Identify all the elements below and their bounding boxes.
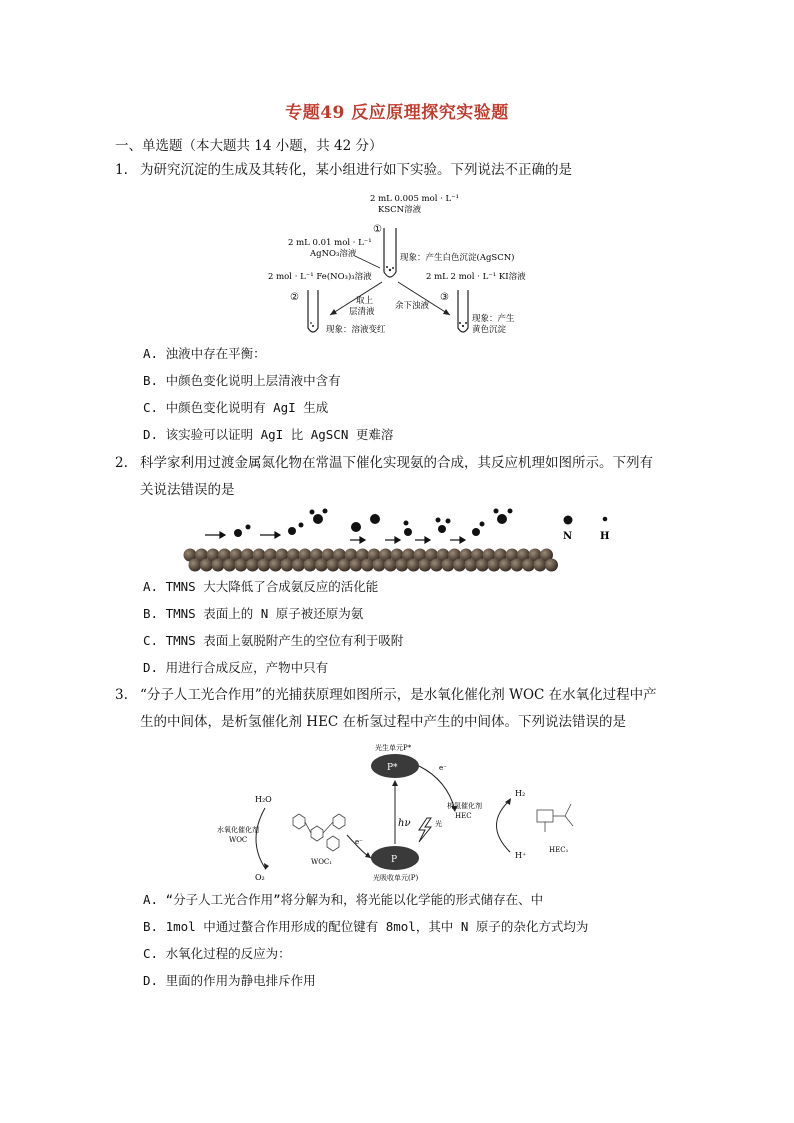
reagent-label: 2 mL 0.01 mol · L⁻¹ bbox=[288, 238, 372, 248]
step-label: 余下浊液 bbox=[395, 301, 430, 311]
catalyst-label: HEC bbox=[455, 812, 472, 820]
question-3 bbox=[115, 682, 695, 736]
catalyst-surface bbox=[184, 549, 559, 572]
photon-label: hν bbox=[398, 818, 411, 829]
intermediate-label: WOC₁ bbox=[311, 858, 333, 866]
option-a: A. “分子人工光合作用”将分解为和，将光能以化学能的形式储存在、中 bbox=[143, 892, 544, 907]
surface-atom bbox=[223, 559, 236, 572]
intermediate-label: HEC₁ bbox=[549, 846, 569, 854]
step-marker: ③ bbox=[440, 292, 449, 303]
option-c: C. 水氧化过程的反应为： bbox=[143, 946, 291, 961]
catalyst-label: 水氧化催化剂 bbox=[217, 826, 259, 834]
observation: 现象：产生白色沉淀(AgSCN) bbox=[400, 253, 515, 263]
option-b: B. TMNS 表面上的 N 原子被还原为氨 bbox=[143, 606, 364, 621]
surface-atom bbox=[200, 559, 213, 572]
reagent-label: KSCN溶液 bbox=[378, 205, 422, 215]
electron-label: e⁻ bbox=[355, 838, 363, 846]
legend-label: N bbox=[563, 531, 573, 542]
question-2 bbox=[115, 450, 695, 504]
surface-atom bbox=[488, 559, 501, 572]
surface-atom bbox=[189, 559, 202, 572]
surface-atom bbox=[453, 559, 466, 572]
unit-label: 光吸收单元(P) bbox=[373, 874, 419, 882]
catalyst-label: 析氢催化剂 bbox=[447, 802, 482, 810]
page-title: 专题49 反应原理探究实验题 bbox=[285, 103, 509, 123]
surface-atom bbox=[442, 559, 455, 572]
surface-atom bbox=[419, 559, 432, 572]
legend-label: H bbox=[600, 531, 610, 542]
section-heading: 一、单选题（本大题共 14 小题，共 42 分） bbox=[115, 138, 383, 154]
surface-atom bbox=[246, 559, 259, 572]
lightning-icon bbox=[419, 818, 431, 842]
option-a: A. TMNS 大大降低了合成氨反应的活化能 bbox=[143, 579, 379, 594]
unit-symbol: P* bbox=[387, 763, 398, 773]
step-marker: ② bbox=[290, 292, 299, 303]
question-1 bbox=[115, 157, 695, 184]
surface-atom bbox=[499, 559, 512, 572]
surface-atom bbox=[384, 559, 397, 572]
surface-atom bbox=[281, 559, 294, 572]
option-c: C. 中颜色变化说明有 AgI 生成 bbox=[143, 400, 329, 415]
option-c: C. TMNS 表面上氨脱附产生的空位有利于吸附 bbox=[143, 633, 404, 648]
observation: 现象：溶液变红 bbox=[326, 325, 386, 335]
step-marker: ① bbox=[373, 224, 382, 235]
step-label: 层清液 bbox=[349, 307, 375, 317]
woc-structure bbox=[293, 814, 345, 851]
surface-atom bbox=[476, 559, 489, 572]
question-stem: 为研究沉淀的生成及其转化，某小组进行如下实验。下列说法不正确的是 bbox=[140, 162, 572, 178]
light-label: 光 bbox=[435, 820, 442, 828]
reactant-label: H⁺ bbox=[515, 851, 527, 860]
surface-atom bbox=[361, 559, 374, 572]
option-d: D. 里面的作用为静电排斥作用 bbox=[143, 973, 316, 988]
surface-atom bbox=[430, 559, 443, 572]
question-number: 1. bbox=[115, 162, 128, 178]
surface-atom bbox=[545, 559, 558, 572]
surface-atom bbox=[338, 559, 351, 572]
reagent-label: 2 mL 0.005 mol · L⁻¹ bbox=[370, 194, 460, 204]
unit-label: 光生单元P* bbox=[375, 744, 412, 752]
question-number: 2. bbox=[115, 455, 128, 471]
question-stem: 生的中间体，是析氢催化剂 HEC 在析氢过程中产生的中间体。下列说法错误的是 bbox=[140, 714, 627, 730]
observation: 黄色沉淀 bbox=[472, 325, 507, 335]
question-number: 3. bbox=[115, 687, 128, 703]
surface-atom bbox=[315, 559, 328, 572]
photosynthesis-figure bbox=[215, 740, 595, 882]
reagent-label: 2 mol · L⁻¹ Fe(NO₃)₃溶液 bbox=[268, 272, 372, 282]
surface-atom bbox=[258, 559, 271, 572]
experiment-figure bbox=[260, 190, 560, 340]
product-label: H₂ bbox=[515, 789, 526, 798]
hydrogen-legend-icon bbox=[603, 517, 608, 522]
question-stem: 科学家利用过渡金属氮化物在常温下催化实现氨的合成，其反应机理如图所示。下列有 bbox=[140, 455, 653, 471]
surface-atom bbox=[534, 559, 547, 572]
option-d: D. 该实验可以证明 AgI 比 AgSCN 更难溶 bbox=[143, 427, 394, 442]
hec-structure bbox=[537, 804, 573, 832]
step-label: 取上 bbox=[356, 296, 374, 306]
surface-atom bbox=[465, 559, 478, 572]
reagent-label: 2 mL 2 mol · L⁻¹ KI溶液 bbox=[426, 272, 526, 282]
surface-atom bbox=[327, 559, 340, 572]
surface-atom bbox=[396, 559, 409, 572]
surface-atom bbox=[511, 559, 524, 572]
reagent-label: AgNO₃溶液 bbox=[310, 249, 357, 259]
surface-atom bbox=[269, 559, 282, 572]
surface-atom bbox=[373, 559, 386, 572]
option-b: B. 中颜色变化说明上层清液中含有 bbox=[143, 373, 341, 388]
surface-atom bbox=[304, 559, 317, 572]
surface-atom bbox=[235, 559, 248, 572]
option-b: B. 1mol 中通过螯合作用形成的配位键有 8mol，其中 N 原子的杂化方式均为 bbox=[143, 919, 589, 934]
catalyst-label: WOC bbox=[229, 836, 248, 844]
option-a: A. 浊液中存在平衡： bbox=[143, 346, 266, 361]
surface-atom bbox=[212, 559, 225, 572]
surface-atom bbox=[407, 559, 420, 572]
nitrogen-legend-icon bbox=[564, 516, 573, 525]
question-stem: “分子人工光合作用”的光捕获原理如图所示，是水氧化催化剂 WOC 在水氧化过程中产 bbox=[140, 687, 657, 703]
mechanism-figure bbox=[180, 505, 620, 575]
unit-symbol: P bbox=[391, 855, 398, 865]
surface-atom bbox=[292, 559, 305, 572]
option-d: D. 用进行合成反应，产物中只有 bbox=[143, 660, 329, 675]
product-label: O₂ bbox=[255, 873, 265, 882]
reactant-label: H₂O bbox=[255, 795, 272, 804]
observation: 现象：产生 bbox=[472, 314, 515, 324]
question-stem: 关说法错误的是 bbox=[140, 482, 235, 498]
surface-atom bbox=[350, 559, 363, 572]
electron-label: e⁻ bbox=[439, 764, 447, 772]
surface-atom bbox=[522, 559, 535, 572]
